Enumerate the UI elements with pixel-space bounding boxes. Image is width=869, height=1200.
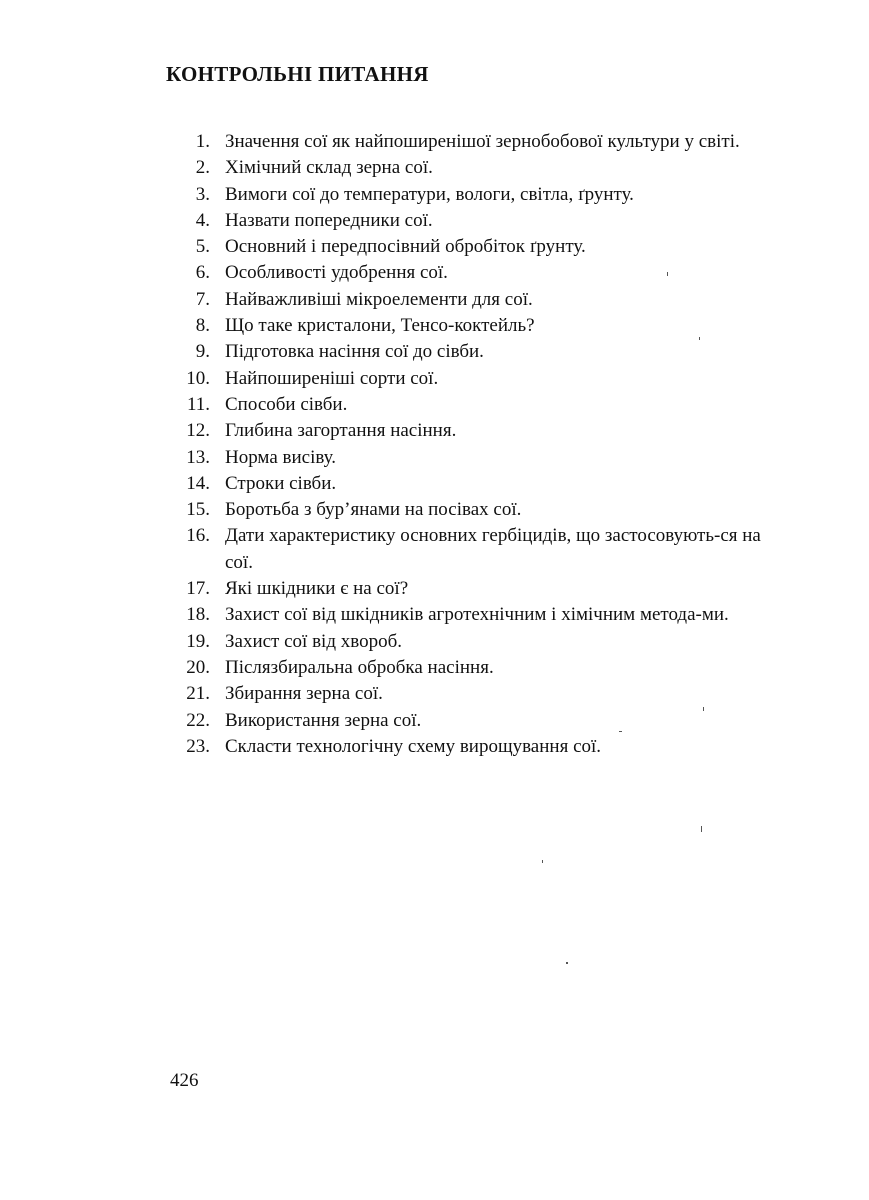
question-text: Збирання зерна сої. [225, 683, 383, 705]
question-text: Післязбиральна обробка насіння. [225, 656, 494, 678]
question-item [0, 576, 869, 602]
question-number: 10. [186, 367, 210, 389]
question-item [0, 339, 869, 365]
question-item [0, 208, 869, 234]
question-number: 5. [195, 236, 210, 258]
question-text: Які шкідники є на сої? [225, 578, 409, 600]
question-item [0, 366, 869, 392]
question-item [0, 313, 869, 339]
question-item [0, 182, 869, 208]
scan-speck [701, 826, 702, 832]
question-number: 19. [186, 630, 210, 652]
question-number: 2. [195, 157, 210, 179]
question-text: Глибина загортання насіння. [225, 420, 457, 442]
question-number: 17. [186, 578, 210, 600]
question-item [0, 523, 869, 576]
question-number: 3. [195, 183, 210, 205]
question-item [0, 471, 869, 497]
question-number: 1. [195, 131, 210, 152]
question-number: 13. [186, 446, 210, 468]
scan-speck [542, 860, 543, 863]
question-list [0, 129, 869, 760]
page-title: КОНТРОЛЬНІ ПИТАННЯ [166, 62, 429, 86]
question-number: 18. [186, 604, 210, 626]
question-number: 22. [186, 709, 210, 731]
question-number: 4. [195, 209, 210, 231]
question-item [0, 129, 869, 155]
question-item [0, 445, 869, 471]
scan-speck [703, 707, 704, 711]
scan-speck [619, 731, 622, 732]
question-text: Підготовка насіння сої до сівби. [225, 341, 484, 363]
question-item [0, 497, 869, 523]
question-item [0, 708, 869, 734]
question-text: Значення сої як найпоширенішої зернобобової культури у світі. [225, 131, 740, 152]
scan-speck [566, 962, 568, 964]
question-text: Захист сої від шкідників агротехнічним і хімічним метода-ми. [225, 604, 729, 626]
question-text: Використання зерна сої. [225, 709, 422, 731]
question-item [0, 734, 869, 760]
question-number: 20. [186, 656, 210, 678]
question-item [0, 655, 869, 681]
question-item [0, 602, 869, 628]
question-number: 9. [195, 341, 210, 363]
question-item [0, 418, 869, 444]
question-text: Основний і передпосівний обробіток ґрунту. [225, 236, 586, 258]
question-text: Боротьба з бур’янами на посівах сої. [225, 499, 522, 521]
page-number: 426 [170, 1070, 199, 1091]
question-item [0, 260, 869, 286]
question-item [0, 629, 869, 655]
question-number: 23. [186, 735, 210, 757]
question-text: Найпоширеніші сорти сої. [225, 367, 439, 389]
question-item [0, 155, 869, 181]
question-text: Скласти технологічну схему вирощування сої. [225, 735, 602, 757]
question-text: Що таке кристалони, Тенсо-коктейль? [225, 315, 535, 337]
question-text: Строки сівби. [225, 472, 337, 494]
question-number: 12. [186, 420, 210, 442]
question-number: 16. [186, 525, 210, 547]
question-text: Норма висіву. [225, 446, 337, 468]
question-text: Вимоги сої до температури, вологи, світла, ґрунту. [225, 183, 634, 205]
scan-speck [667, 272, 668, 276]
question-item [0, 681, 869, 707]
question-item [0, 392, 869, 418]
question-number: 14. [186, 472, 210, 494]
question-number: 21. [186, 683, 210, 705]
question-number: 7. [195, 288, 210, 310]
question-number: 6. [195, 262, 210, 284]
question-text: Хімічний склад зерна сої. [225, 157, 433, 179]
scan-speck [699, 337, 700, 340]
question-text: Особливості удобрення сої. [225, 262, 448, 284]
question-number: 15. [186, 499, 210, 521]
question-item [0, 234, 869, 260]
question-number: 11. [186, 393, 210, 415]
question-number: 8. [195, 315, 210, 337]
question-text: Найважливіші мікроелементи для сої. [225, 288, 533, 310]
question-item [0, 287, 869, 313]
question-text: Способи сівби. [225, 393, 348, 415]
question-text: Захист сої від хвороб. [225, 630, 402, 652]
question-text: Назвати попередники сої. [225, 209, 433, 231]
question-text: Дати характеристику основних гербіцидів, що застосовують-ся на сої. [225, 525, 761, 573]
